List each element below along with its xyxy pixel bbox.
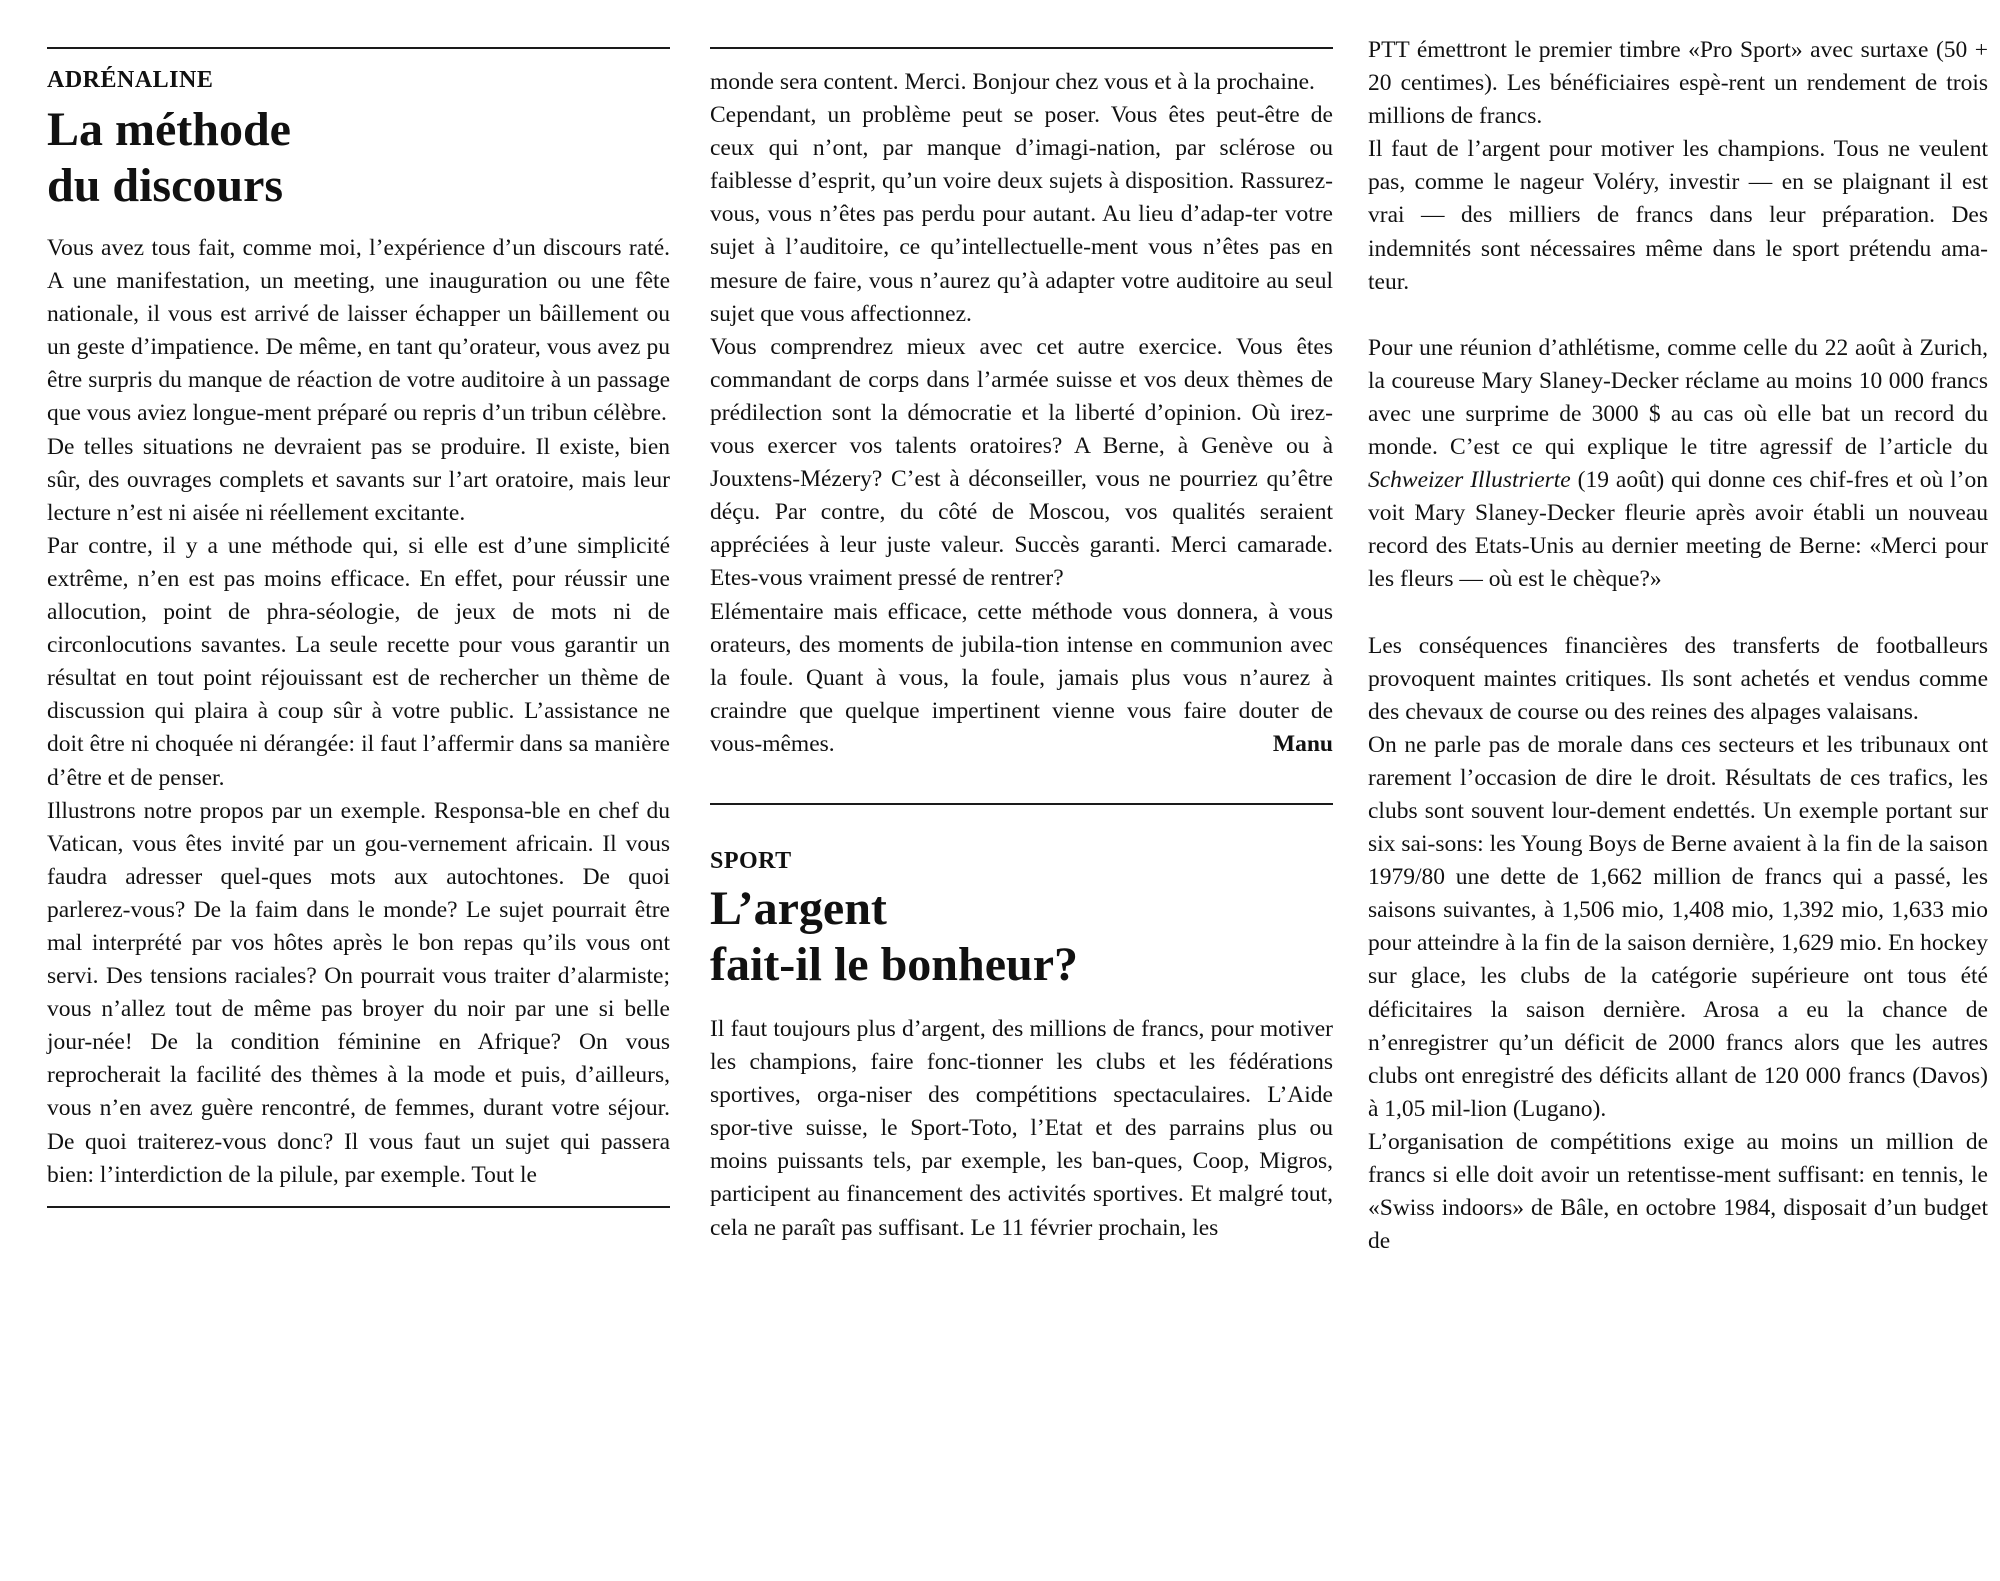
paragraph: Par contre, il y a une méthode qui, si elle est d’une simplicité extrême, n’en est pas moins efficace. En effet, pour réussir une allocution, point de phra-séologie, de jeux de mots ni de circonlocutions savantes. La seule recette pour vous garantir un résultat en tout point réjouissant est de rechercher un thème de discussion qui plaira à coup sûr à votre public. L’assistance ne doit être ni choquée ni dérangée: il faut l’affermir dans sa manière d’être et de penser. [47, 532, 670, 791]
paragraph: Il faut de l’argent pour motiver les champions. Tous ne veulent pas, comme le nageur Voléry, investir — en se plaignant il est vrai — des milliers de francs dans leur préparation. Des indemnités sont nécessaires même dans le sport prétendu ama-teur. [1368, 136, 1988, 295]
paragraph: L’organisation de compétitions exige au moins un million de francs si elle doit avoir un retentisse-ment suffisant: en tennis, le «Swiss indoors» de Bâle, en octobre 1984, disposait d’un budget de [1368, 1128, 1988, 1255]
column-2 [710, 0, 1333, 1245]
paragraph-text: (19 août) qui donne ces chif-fres et où l’on voit Mary Slaney-Decker fleurie après avoir établi un nouveau record des Etats-Unis au dernier meeting de Berne: «Merci pour les fleurs — où est le chèque?» [1368, 467, 1988, 593]
paragraph-text: Elémentaire mais efficace, cette méthode vous donnera, à vous orateurs, des moments de jubila-tion intense en communion avec la foule. Quant à vous, la foule, jamais plus vous n’aurez à craindre que quelque impertinent vienne vous faire douter de vous-mêmes. [710, 598, 1333, 757]
article1-title-line2: du discours [47, 159, 284, 212]
paragraph-text: Pour une réunion d’athlétisme, comme celle du 22 août à Zurich, la coureuse Mary Slaney-Decker réclame au moins 10 000 francs avec une surprime de 3000 $ au cas où elle bat un record du monde. C’est ce qui explique le titre agressif de l’article du [1368, 334, 1988, 461]
paragraph: Cependant, un problème peut se poser. Vous êtes peut-être de ceux qui n’ont, par manque d’imagi-nation, par sclérose ou faiblesse d’esprit, qu’un voire deux sujets à disposition. Rassurez-vous, vous n’êtes pas perdu pour autant. Au lieu d’adap-ter votre sujet à l’auditoire, ce qu’intellectuelle-ment vous n’êtes pas en mesure de faire, vous n’aurez qu’à adapter votre auditoire au seul sujet que vous affectionnez. [710, 102, 1333, 327]
article1-body-col1 [47, 232, 670, 1192]
article2-title [710, 881, 1333, 993]
article2-body-col3 [1368, 34, 1988, 1258]
bottom-rule [47, 1206, 670, 1208]
section-divider-rule [710, 803, 1333, 805]
paragraph: Vous comprendrez mieux avec cet autre exercice. Vous êtes commandant de corps dans l’armée suisse et vos deux thèmes de prédilection sont la démocratie et la liberté d’opinion. Où irez-vous exercer vos talents oratoires? A Berne, à Genève ou à Jouxtens-Mézery? C’est à déconseiller, vous ne pourriez qu’être déçu. Par contre, du côté de Moscou, vos qualités seraient appréciées à leur juste valeur. Succès garanti. Merci camarade. Etes-vous vraiment pressé de rentrer? [710, 333, 1333, 592]
signature: Manu [1272, 730, 1333, 757]
top-rule [47, 47, 670, 49]
column-3 [1368, 0, 1988, 1258]
article1-body-col2 [710, 66, 1333, 761]
paragraph: Les conséquences financières des transferts de footballeurs provoquent maintes critiques. Ils sont achetés et vendus comme des chevaux de course ou des reines des alpages valaisans. [1368, 632, 1988, 725]
paragraph [1368, 332, 1988, 597]
column-1 [47, 0, 670, 1208]
article2-title-line2: fait-il le bonheur? [710, 937, 1078, 991]
paragraph: Vous avez tous fait, comme moi, l’expérience d’un discours raté. A une manifestation, un meeting, une inauguration ou une fête nationale, il vous est arrivé de laisser échapper un bâillement ou un geste d’impatience. De même, en tant qu’orateur, vous avez pu être surpris du manque de réaction de votre auditoire à un passage que vous aviez longue-ment préparé ou repris d’un tribun célèbre. [47, 235, 670, 427]
paragraph: PTT émettront le premier timbre «Pro Sport» avec surtaxe (50 + 20 centimes). Les bénéficiaires espè-rent un rendement de trois millions de francs. [1368, 37, 1988, 130]
article2-body-col2 [710, 1013, 1333, 1245]
article1-title [47, 102, 670, 214]
article1-title-line1: La méthode [47, 103, 291, 156]
article2-kicker: SPORT [710, 847, 792, 874]
article2-title-line1: L’argent [710, 881, 887, 935]
paragraph: monde sera content. Merci. Bonjour chez vous et à la prochaine. [710, 69, 1315, 95]
paragraph: Illustrons notre propos par un exemple. Responsa-ble en chef du Vatican, vous êtes invité par un gou-vernement africain. Il vous faudra adresser quel-ques mots aux autochtones. De quoi parlerez-vous? De la faim dans le monde? Le sujet pourrait être mal interprété par vos hôtes après le bon repas qu’ils vous ont servi. Des tensions raciales? On pourrait vous traiter d’alarmiste; vous n’allez tout de même pas broyer du noir par une si belle jour-née! De la condition féminine en Afrique? On vous reprocherait la facilité des thèmes à la mode et puis, d’ailleurs, vous n’en avez guère rencontré, de femmes, durant votre séjour. De quoi traiterez-vous donc? Il vous faut un sujet qui passera bien: l’interdiction de la pilule, par exemple. Tout le [47, 797, 670, 1188]
paragraph [710, 596, 1333, 761]
paragraph: De telles situations ne devraient pas se produire. Il existe, bien sûr, des ouvrages complets et savants sur l’art oratoire, mais leur lecture n’est ni aisée ni réellement excitante. [47, 433, 670, 526]
paragraph: On ne parle pas de morale dans ces secteurs et les tribunaux ont rarement l’occasion de dire le droit. Résultats de ces trafics, les clubs sont souvent lour-dement endettés. Un exemple portant sur six sai-sons: les Young Boys de Berne avaient à la fin de la saison 1979/80 une dette de 1,662 million de francs qui a passé, les saisons suivantes, à 1,506 mio, 1,408 mio, 1,392 mio, 1,633 mio pour atteindre à la fin de la saison dernière, 1,629 mio. En hockey sur glace, les clubs de la catégorie supérieure ont tous été déficitaires la saison dernière. Arosa a eu la chance de n’enregistrer qu’un déficit de 2000 francs alors que les autres clubs ont enregistré des déficits allant de 120 000 francs (Davos) à 1,05 mil-lion (Lugano). [1368, 731, 1988, 1122]
article1-kicker: ADRÉNALINE [47, 67, 214, 93]
publication-name: Schweizer Illustrierte [1368, 467, 1571, 494]
paragraph: Il faut toujours plus d’argent, des millions de francs, pour motiver les champions, faire fonc-tionner les clubs et les fédérations sportives, orga-niser des compétitions spectaculaires. L’Aide spor-tive suisse, le Sport-Toto, l’Etat et des parrains plus ou moins puissants tels, par exemple, les ban-ques, Coop, Migros, participent au financement des activités sportives. Et malgré tout, cela ne paraît pas suffisant. Le 11 février prochain, les [710, 1015, 1333, 1241]
top-rule [710, 47, 1333, 49]
